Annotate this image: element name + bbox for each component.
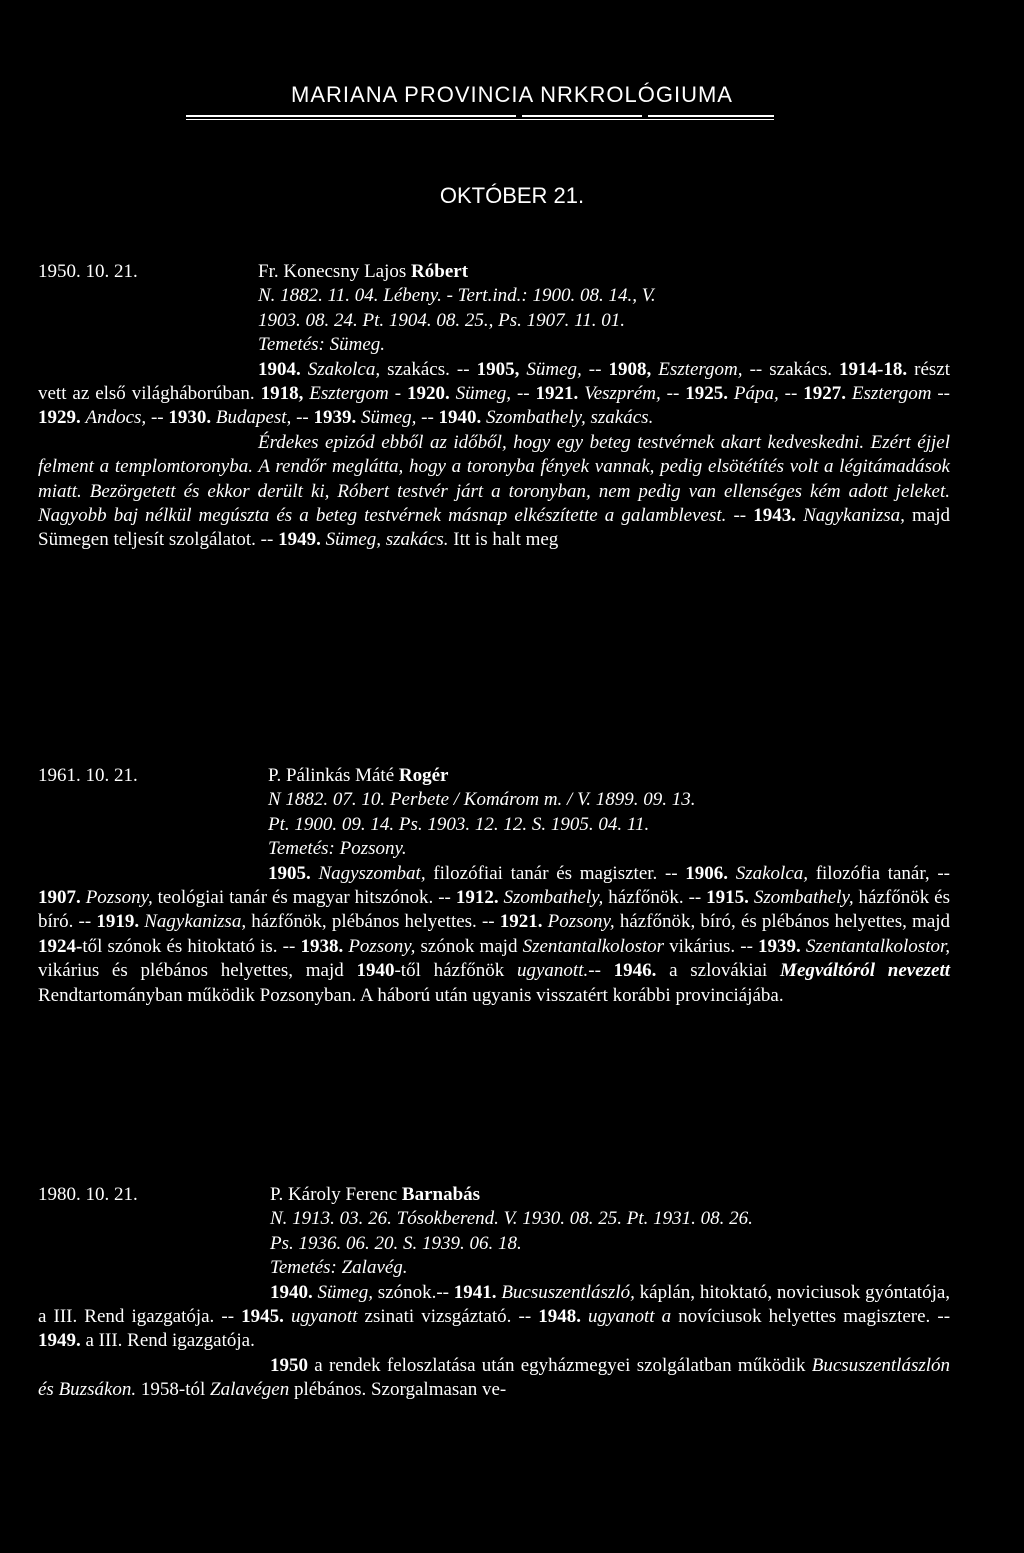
text-run: - bbox=[394, 383, 407, 405]
text-run: 1914-18. bbox=[839, 358, 915, 380]
text-run: Andocs, bbox=[85, 407, 151, 429]
entry-name: P. Károly Ferenc Barnabás bbox=[270, 1184, 481, 1205]
text-run: Szentantalkolostor bbox=[522, 935, 670, 957]
obituary-entry bbox=[38, 260, 950, 553]
text-run: zsinati vizsgáztató. -- bbox=[364, 1306, 539, 1328]
text-run: Szombathely, bbox=[503, 887, 609, 909]
text-run: 1948. bbox=[538, 1306, 589, 1328]
text-run: 1943. bbox=[753, 505, 804, 527]
text-run: ugyanott bbox=[290, 1306, 365, 1328]
text-run: házfőnök és bíró. -- bbox=[38, 887, 950, 933]
text-run: 1938. bbox=[300, 935, 349, 957]
text-run: Esztergom bbox=[309, 383, 395, 405]
text-run: 1940 bbox=[356, 960, 395, 982]
text-run: plébános. Szorgalmasan ve- bbox=[293, 1379, 507, 1401]
text-run: 1921. bbox=[535, 383, 585, 405]
text-run: 1958-tól bbox=[140, 1379, 211, 1401]
text-run: majd Sümegen teljesít szolgálatot. -- bbox=[38, 505, 951, 551]
text-run: Bucsuszentlászló, bbox=[501, 1281, 640, 1303]
text-run: 1940. bbox=[270, 1281, 318, 1303]
text-run: -- szakács. bbox=[749, 358, 840, 380]
text-run: ugyanott. bbox=[517, 960, 589, 982]
text-run: Megváltóról nevezett bbox=[780, 960, 951, 982]
text-run: Rendtartományban működik Pozsonyban. A háború után ugyanis visszatért korábbi provinciájába. bbox=[38, 984, 784, 1006]
text-run: házfőnök, plébános helyettes. -- bbox=[251, 911, 500, 933]
text-run: -től házfőnök bbox=[394, 960, 517, 982]
text-run: -- bbox=[150, 407, 169, 429]
text-run: 1946. bbox=[613, 960, 670, 982]
text-run: szónok.-- bbox=[377, 1281, 454, 1303]
text-run: filozófiai tanár és magiszter. -- bbox=[433, 862, 686, 884]
obituary-entry bbox=[38, 764, 950, 1008]
text-run: től szónok és hitoktató is. -- bbox=[82, 935, 301, 957]
text-run: 1927. bbox=[803, 383, 852, 405]
text-run: Szakolca, bbox=[307, 358, 388, 380]
text-run: a rendek feloszlatása után egyházmegyei szolgálatban működik bbox=[314, 1354, 812, 1376]
entry-date: 1980. 10. 21. bbox=[38, 1184, 138, 1205]
text-run: 1905, bbox=[476, 358, 527, 380]
text-run: 1920. bbox=[406, 383, 456, 405]
entry-meta-line: N. 1913. 03. 26. Tósokberend. V. 1930. 08. 25. Pt. 1931. 08. 26. bbox=[270, 1208, 753, 1230]
entry-meta-line: N 1882. 07. 10. Perbete / Komárom m. / V. 1899. 09. 13. bbox=[268, 789, 696, 811]
text-run: Szakolca, bbox=[735, 862, 816, 884]
text-run: házfőnök, bíró, és plébános helyettes, majd bbox=[619, 911, 951, 933]
text-run: 1949. bbox=[278, 529, 326, 551]
month-heading: OKTÓBER 21. bbox=[439, 183, 585, 208]
text-run: 1925. bbox=[685, 383, 734, 405]
text-run: Szombathely, bbox=[753, 887, 859, 909]
text-run: Sümeg, szakács. bbox=[325, 529, 454, 551]
text-run: -- bbox=[937, 383, 951, 405]
text-run: -- bbox=[296, 407, 314, 429]
text-run: 1939. bbox=[313, 407, 361, 429]
entry-bio-2 bbox=[38, 1354, 950, 1403]
text-run: Nagyszombat, bbox=[318, 862, 434, 884]
text-run: filozófia tanár, -- bbox=[815, 862, 951, 884]
text-run: 1906. bbox=[685, 862, 736, 884]
text-run: Szombathely, szakács. bbox=[486, 407, 654, 429]
text-run: Sümeg, bbox=[455, 383, 517, 405]
text-run: Pozsony, bbox=[85, 887, 158, 909]
entry-meta-line: N. 1882. 11. 04. Lébeny. - Tert.ind.: 1900. 08. 14., V. bbox=[258, 285, 656, 307]
text-run: Esztergom, bbox=[658, 358, 750, 380]
text-run: teológiai tanár és magyar hitszónok. -- bbox=[157, 887, 456, 909]
text-run: -- bbox=[516, 383, 536, 405]
text-run: vikárius. -- bbox=[669, 935, 759, 957]
text-run: Sümeg, bbox=[360, 407, 422, 429]
text-run: Érdekes epizód ebből az időből, hogy egy beteg testvérnek akart kedveskedni. Ezért éjjel felment a templomtoronyba. A rendőr meglátta, hogy a toronyba fények vannak, pedig elsötétítés volt a légitámadások miatt. Bezörgetett és ekkor derült ki, Róbert testvér járt a toronyban, nem pedig van ellenséges kém adott jeleket. Nagyobb baj nélkül megúszta és a beteg testvérnek másnap elkészítette a galamblevest. bbox=[38, 431, 950, 527]
text-run: 1912. bbox=[455, 887, 504, 909]
text-run: házfőnök. -- bbox=[608, 887, 707, 909]
header-rule-thin bbox=[186, 119, 774, 120]
text-run: 1949. bbox=[38, 1330, 86, 1352]
text-run: Zalavégen bbox=[210, 1379, 294, 1401]
text-run: 1930. bbox=[168, 407, 216, 429]
header-rule-mid bbox=[522, 115, 642, 117]
text-run: 1908, bbox=[608, 358, 659, 380]
text-run: Pozsony, bbox=[547, 911, 620, 933]
obituary-entry bbox=[38, 1183, 950, 1403]
text-run: -- bbox=[733, 505, 754, 527]
text-run: Budapest, bbox=[215, 407, 297, 429]
text-run: káplán, hitoktató, noviciusok gyóntatója, a III. Rend igazgatója. -- bbox=[38, 1281, 951, 1328]
entry-meta-line: Temetés: Pozsony. bbox=[268, 838, 407, 860]
text-run: 1921. bbox=[499, 911, 548, 933]
text-run: -- bbox=[421, 407, 439, 429]
entry-meta-line: 1903. 08. 24. Pt. 1904. 08. 25., Ps. 1907. 11. 01. bbox=[258, 309, 625, 331]
entry-meta-line: Temetés: Sümeg. bbox=[258, 334, 385, 356]
text-run: vikárius és plébános helyettes, majd bbox=[38, 960, 357, 982]
header-rule-right bbox=[648, 115, 774, 117]
entry-bio bbox=[38, 358, 950, 431]
text-run: 1919. bbox=[96, 911, 145, 933]
text-run: Sümeg, bbox=[317, 1281, 378, 1303]
text-run: Nagykanizsa, bbox=[144, 911, 252, 933]
text-run: 1918, bbox=[260, 383, 310, 405]
text-run: 1940. bbox=[438, 407, 487, 429]
text-run: 1939. bbox=[758, 935, 806, 957]
text-run: -- bbox=[784, 383, 804, 405]
text-run: ugyanott a bbox=[588, 1306, 679, 1328]
text-run: Veszprém, bbox=[584, 383, 667, 405]
text-run: 1941. bbox=[453, 1281, 502, 1303]
text-run: 1907. bbox=[38, 887, 86, 909]
text-run: 1945. bbox=[241, 1306, 291, 1328]
text-run: 1915. bbox=[706, 887, 754, 909]
header-rule-left bbox=[186, 115, 516, 117]
entry-bio bbox=[38, 862, 950, 1008]
text-run: -- bbox=[588, 358, 609, 380]
entry-meta-line: Ps. 1936. 06. 20. S. 1939. 06. 18. bbox=[270, 1232, 522, 1254]
text-run: Pozsony, bbox=[348, 935, 421, 957]
text-run: novíciusok helyettes magisztere. -- bbox=[678, 1306, 951, 1328]
text-run: Bucsuszentlászlón és Buzsákon. bbox=[38, 1354, 951, 1401]
entry-date: 1961. 10. 21. bbox=[38, 765, 138, 786]
entry-bio bbox=[38, 1281, 950, 1354]
entry-bio-2 bbox=[38, 431, 950, 553]
text-run: Nagykanizsa, bbox=[803, 505, 913, 527]
entry-meta-line: Pt. 1900. 09. 14. Ps. 1903. 12. 12. S. 1905. 04. 11. bbox=[268, 813, 650, 835]
text-run: 1924- bbox=[38, 935, 83, 957]
entry-meta-line: Temetés: Zalavég. bbox=[270, 1257, 408, 1279]
text-run: -- bbox=[666, 383, 686, 405]
text-run: Itt is halt meg bbox=[453, 529, 559, 551]
entry-date: 1950. 10. 21. bbox=[38, 261, 138, 282]
text-run: szakács. -- bbox=[387, 358, 477, 380]
text-run: Pápa, bbox=[733, 383, 785, 405]
text-run: a szlovákiai bbox=[669, 960, 781, 982]
text-run: 1904. bbox=[258, 358, 308, 380]
text-run: Sümeg, bbox=[526, 358, 589, 380]
entry-name: Fr. Konecsny Lajos Róbert bbox=[258, 261, 469, 282]
text-run: Szentantalkolostor, bbox=[805, 935, 951, 957]
text-run: 1950 bbox=[270, 1354, 315, 1376]
text-run: -- bbox=[588, 960, 614, 982]
text-run: szónok majd bbox=[420, 935, 523, 957]
entry-name: P. Pálinkás Máté Rogér bbox=[268, 765, 449, 786]
text-run: 1929. bbox=[38, 407, 86, 429]
text-run: a III. Rend igazgatója. bbox=[85, 1330, 255, 1352]
text-run: Esztergom bbox=[851, 383, 938, 405]
text-run: 1905. bbox=[268, 862, 319, 884]
text-run: részt vett az első világháborúban. bbox=[38, 358, 951, 405]
page-title: MARIANA PROVINCIA NRKROLÓGIUMA bbox=[291, 82, 733, 107]
